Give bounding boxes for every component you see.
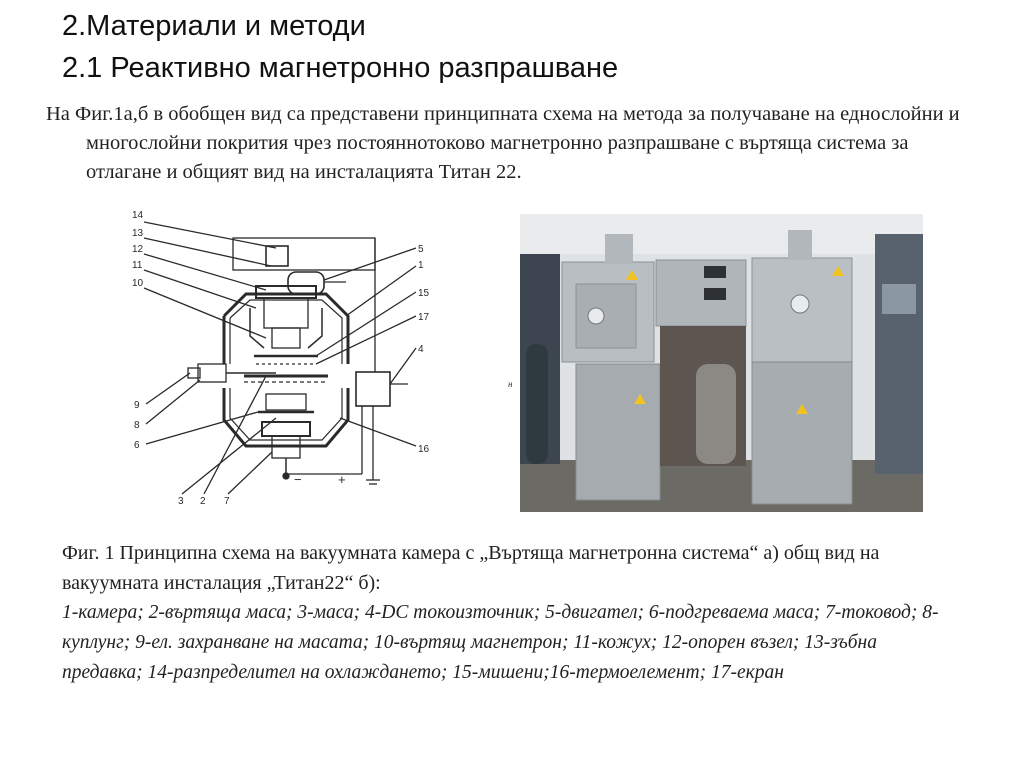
schematic-label-13: 13	[132, 228, 144, 239]
titan22-installation-photo	[520, 214, 923, 512]
schematic-label-2: 2	[200, 496, 206, 507]
figure-caption-block	[62, 538, 962, 688]
schematic-label-7: 7	[224, 496, 230, 507]
slide-title-line1: 2.Материали и методи	[62, 10, 366, 42]
schematic-label-6: 6	[134, 440, 140, 451]
schematic-minus-terminal: −	[294, 472, 302, 487]
stray-mark: н	[508, 379, 513, 389]
schematic-label-15: 15	[418, 288, 430, 299]
figure-caption: Фиг. 1 Принципна схема на вакуумната камера с „Въртяща магнетронна система“ а) общ вид на вакуумната инсталация „Титан22“ б):	[62, 542, 880, 594]
schematic-label-16: 16	[418, 444, 430, 455]
schematic-plus-terminal: +	[338, 472, 346, 487]
schematic-label-1: 1	[418, 260, 424, 271]
schematic-label-9: 9	[134, 400, 140, 411]
schematic-label-4: 4	[418, 344, 424, 355]
schematic-label-14: 14	[132, 210, 144, 221]
schematic-label-5: 5	[418, 244, 424, 255]
schematic-label-17: 17	[418, 312, 430, 323]
slide-title-line2: 2.1 Реактивно магнетронно разпрашване	[62, 52, 619, 84]
schematic-label-8: 8	[134, 420, 140, 431]
schematic-label-3: 3	[178, 496, 184, 507]
intro-paragraph: На Фиг.1а,б в обобщен вид са представени принципната схема на метода за получаване на еднослойни и многослойни покрития чрез постояннотоково магнетронно разпрашване с въртяща система за отлагане и общият вид на инсталацията Титан 22.	[46, 103, 960, 183]
schematic-label-11: 11	[132, 260, 143, 271]
schematic-label-10: 10	[132, 278, 144, 289]
figure-legend: 1-камера; 2-въртяща маса; 3-маса; 4-DC токоизточник; 5-двигател; 6-подгреваема маса; 7-токовод; 8-куплунг; 9-ел. захранване на масата; 10-въртящ магнетрон; 11-кожух; 12-опорен възел; 13-зъбна предавка; 14-разпределител на охлаждането; 15-мишени;16-термоелемент; 17-екран	[62, 602, 939, 683]
vacuum-chamber-schematic	[126, 208, 444, 512]
schematic-label-12: 12	[132, 244, 144, 255]
